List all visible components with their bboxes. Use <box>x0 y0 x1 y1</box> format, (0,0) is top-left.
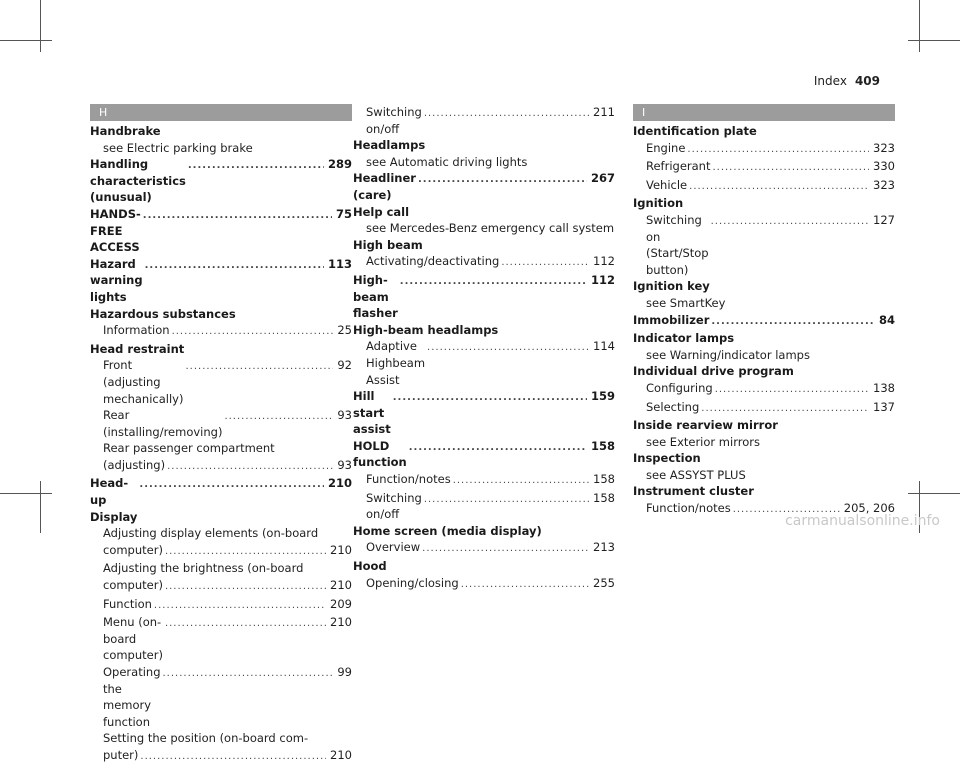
entry-subline-text: Switching on/off <box>366 490 422 522</box>
letter-heading: H <box>90 104 352 121</box>
section-title: Index <box>813 74 847 88</box>
entry-subline-text: Adaptive Highbeam Assist <box>366 339 426 387</box>
leader-dots <box>145 258 324 275</box>
entry-subline <box>353 575 615 594</box>
entry-heading-text: Hazard warning lights <box>90 256 143 304</box>
entry-heading-text: Immobilizer <box>633 312 710 327</box>
index-entry <box>353 204 615 237</box>
index-entry <box>90 306 352 341</box>
entry-subline-page: 112 <box>593 254 615 269</box>
entry-heading-text: Inspection <box>633 451 701 466</box>
index-entry <box>633 123 895 195</box>
entry-heading <box>353 237 615 254</box>
entry-heading <box>90 256 352 306</box>
entry-subline-page: 138 <box>873 380 895 395</box>
index-entry <box>633 330 895 363</box>
index-entry <box>353 388 615 438</box>
entry-subline <box>633 347 895 364</box>
entry-heading <box>353 170 615 203</box>
index-entry <box>353 558 615 593</box>
entry-heading-text: Handbrake <box>90 124 161 138</box>
entry-subline-page: 93 <box>337 457 352 472</box>
leader-dots <box>140 749 326 766</box>
entry-subline-page: 209 <box>330 596 352 611</box>
entry-subline <box>90 577 352 596</box>
entry-subline-text: Front (adjusting mechanically) <box>103 358 184 406</box>
leader-dots <box>687 142 869 159</box>
leader-dots <box>167 459 333 476</box>
entry-subline <box>633 399 895 418</box>
entry-subline <box>353 338 615 388</box>
index-entry <box>353 272 615 322</box>
index-entry <box>90 341 352 476</box>
entry-heading-text: High-beam headlamps <box>353 322 499 337</box>
index-entry <box>633 450 895 483</box>
entry-subline-text: Function/notes <box>646 501 731 516</box>
entry-heading-page: 210 <box>327 476 352 491</box>
index-entry <box>90 206 352 256</box>
entry-subline <box>90 560 352 577</box>
entry-subline-text: (adjusting) <box>103 457 166 472</box>
entry-heading-text: Individual drive program <box>633 364 794 379</box>
leader-dots <box>424 106 589 123</box>
entry-subline-page: 158 <box>593 472 615 487</box>
leader-dots <box>143 208 332 225</box>
entry-heading-text: Head-up Display <box>90 476 138 524</box>
index-entry <box>90 256 352 306</box>
entry-subline-text: Rear passenger compartment <box>103 441 275 456</box>
entry-subline <box>633 158 895 177</box>
leader-dots <box>427 340 589 357</box>
entry-subline <box>90 407 352 440</box>
entry-subline-page: 210 <box>330 747 352 762</box>
index-entry <box>90 156 352 206</box>
entry-heading-text: Instrument cluster <box>633 484 754 499</box>
entry-subline-page: 137 <box>873 399 895 414</box>
entry-subline-text: Adjusting the brightness (on-board <box>103 561 304 576</box>
entry-subline <box>353 104 615 137</box>
index-entry <box>353 237 615 272</box>
entry-subline-text: see Electric parking brake <box>103 140 253 155</box>
entry-subline <box>633 177 895 196</box>
leader-dots <box>689 179 869 196</box>
entry-heading <box>633 417 895 434</box>
entry-heading <box>633 312 895 331</box>
leader-dots <box>711 214 869 231</box>
entry-heading <box>633 450 895 467</box>
entry-heading <box>90 156 352 206</box>
entry-subline <box>633 295 895 312</box>
index-column-1 <box>90 104 352 766</box>
entry-heading <box>90 475 352 525</box>
entry-heading-page: 159 <box>590 389 615 404</box>
entry-subline-page: 92 <box>337 358 352 373</box>
entry-subline <box>353 154 615 171</box>
leader-dots <box>461 577 589 594</box>
entry-heading-text: Help call <box>353 204 410 219</box>
entry-subline-page: 127 <box>873 212 895 227</box>
entry-heading-text: Home screen (media display) <box>353 523 542 538</box>
leader-dots <box>393 390 587 407</box>
index-column-2 <box>353 104 615 593</box>
entry-heading-text: Inside rearview mirror <box>633 418 778 433</box>
entry-heading-text: Hood <box>353 559 387 574</box>
entry-subline-text: Function/notes <box>366 472 451 487</box>
entry-subline-page: 25 <box>337 323 352 338</box>
entry-heading-text: High beam <box>353 237 423 252</box>
entry-heading-page: 289 <box>327 157 352 172</box>
page-number: 409 <box>854 74 880 88</box>
letter-heading: I <box>633 104 895 121</box>
index-entry <box>633 278 895 311</box>
entry-subline-text: Adjusting display elements (on-board <box>103 526 319 541</box>
entry-subline-text: Switching on/off <box>366 105 422 136</box>
entry-subline-text: puter) <box>103 747 139 762</box>
entry-heading <box>353 322 615 339</box>
entry-subline <box>90 664 352 730</box>
entry-heading-page: 113 <box>327 256 352 271</box>
entry-subline-text: computer) <box>103 578 163 593</box>
entry-subline-text: Refrigerant <box>646 159 711 174</box>
index-entry <box>353 322 615 388</box>
index-entry <box>633 312 895 331</box>
entry-subline-text: Activating/deactivating <box>366 254 500 269</box>
entry-subline <box>353 539 615 558</box>
entry-heading <box>353 137 615 154</box>
entry-subline <box>90 596 352 615</box>
leader-dots <box>418 172 587 189</box>
entry-heading <box>90 123 352 140</box>
entry-heading <box>90 341 352 358</box>
index-entry <box>633 195 895 278</box>
entry-heading <box>353 388 615 438</box>
leader-dots <box>154 598 326 615</box>
entry-subline-text: see Automatic driving lights <box>366 154 528 169</box>
entry-heading-text: Handling characteristics (unusual) <box>90 157 186 205</box>
entry-subline-page: 99 <box>337 665 352 679</box>
entry-heading-text: Headliner (care) <box>353 171 416 202</box>
entry-subline-page: 330 <box>873 159 895 174</box>
entry-heading <box>633 278 895 295</box>
entry-heading-page: 75 <box>335 206 352 221</box>
watermark: carmanualsonline.info <box>785 513 940 529</box>
entry-subline-text: Vehicle <box>646 177 688 192</box>
entry-heading-text: Identification plate <box>633 124 757 138</box>
entry-subline-text: Rear (installing/removing) <box>103 408 223 439</box>
entry-subline-text: see ASSYST PLUS <box>646 467 746 482</box>
entry-heading-text: Ignition <box>633 196 684 211</box>
entry-heading <box>353 272 615 322</box>
leader-dots <box>163 666 334 683</box>
leader-dots <box>711 314 875 331</box>
leader-dots <box>501 255 589 272</box>
entry-heading-text: Head restraint <box>90 341 185 356</box>
entry-subline <box>353 490 615 523</box>
entry-subline-text: Switching on (Start/Stop button) <box>646 212 709 277</box>
entry-subline <box>90 747 352 766</box>
leader-dots <box>165 544 326 561</box>
entry-subline-page: 255 <box>593 575 615 590</box>
leader-dots <box>224 409 333 426</box>
entry-subline-text: see Mercedes-Benz emergency call system <box>366 221 615 236</box>
entry-subline-text: see Warning/indicator lamps <box>646 347 810 362</box>
entry-heading <box>633 330 895 347</box>
entry-subline-page: 213 <box>593 540 615 555</box>
index-entry <box>353 170 615 203</box>
entry-subline <box>353 253 615 272</box>
index-entry <box>353 523 615 558</box>
entry-subline-page: 211 <box>593 105 615 119</box>
entry-heading <box>353 558 615 575</box>
entry-subline-text: Information <box>103 323 170 338</box>
entry-subline <box>90 525 352 542</box>
entry-heading-text: Indicator lamps <box>633 331 735 346</box>
entry-heading <box>633 363 895 380</box>
entry-heading-text: HOLD function <box>353 438 407 470</box>
leader-dots <box>409 440 587 457</box>
entry-subline-page: 323 <box>873 177 895 192</box>
entry-subline-page: 323 <box>873 140 895 155</box>
entry-subline-page: 205, 206 <box>843 501 895 516</box>
entry-heading <box>353 523 615 540</box>
entry-subline-page: 93 <box>337 408 352 423</box>
entry-subline <box>90 140 352 157</box>
entry-heading <box>633 123 895 140</box>
entry-subline-text: Selecting <box>646 399 700 414</box>
entry-subline <box>90 457 352 476</box>
index-entry <box>353 104 615 137</box>
entry-heading-page: 112 <box>590 272 615 287</box>
entry-heading <box>353 438 615 471</box>
entry-subline <box>633 140 895 159</box>
entry-subline-text: computer) <box>103 542 163 557</box>
entry-heading-text: Headlamps <box>353 138 426 153</box>
entry-subline <box>633 467 895 484</box>
entry-subline <box>353 220 615 237</box>
entry-subline-page: 210 <box>330 615 352 630</box>
leader-dots <box>165 579 326 596</box>
index-entry <box>90 123 352 156</box>
index-entry <box>353 438 615 523</box>
entry-subline-text: Menu (on-board computer) <box>103 615 163 663</box>
leader-dots <box>422 541 589 558</box>
entry-heading <box>90 206 352 256</box>
entry-subline <box>633 212 895 278</box>
leader-dots <box>188 158 324 175</box>
leader-dots <box>712 160 869 177</box>
entry-heading-text: Hill start assist <box>353 389 391 437</box>
entry-subline-page: 158 <box>593 490 615 505</box>
index-entry <box>633 417 895 450</box>
leader-dots <box>453 473 589 490</box>
leader-dots <box>715 382 869 399</box>
entry-subline <box>90 440 352 457</box>
leader-dots <box>400 274 587 291</box>
entry-subline-text: Function <box>103 596 152 611</box>
entry-heading-page: 84 <box>878 312 895 327</box>
entry-heading-page: 158 <box>590 438 615 453</box>
leader-dots <box>424 492 589 509</box>
leader-dots <box>165 616 326 633</box>
leader-dots <box>139 477 324 494</box>
entry-subline <box>633 380 895 399</box>
entry-heading-text: HANDS-FREE ACCESS <box>90 206 141 255</box>
leader-dots <box>172 324 334 341</box>
entry-subline-text: Overview <box>366 540 421 555</box>
entry-subline-text: see Exterior mirrors <box>646 434 760 449</box>
entry-heading <box>353 204 615 221</box>
entry-heading <box>633 195 895 212</box>
index-entry <box>353 137 615 170</box>
entry-heading-text: Ignition key <box>633 279 710 294</box>
entry-heading <box>90 306 352 323</box>
entry-heading-text: Hazardous substances <box>90 306 236 321</box>
entry-subline <box>90 542 352 561</box>
entry-subline <box>633 434 895 451</box>
entry-heading <box>633 483 895 500</box>
entry-subline <box>90 614 352 664</box>
entry-heading-text: High-beam flasher <box>353 272 398 321</box>
leader-dots <box>701 401 869 418</box>
leader-dots <box>185 359 333 376</box>
entry-subline-text: Engine <box>646 140 686 155</box>
entry-subline-text: Operating the memory function <box>103 665 161 729</box>
entry-subline-text: Configuring <box>646 380 713 395</box>
entry-subline-text: Opening/closing <box>366 575 459 590</box>
entry-subline-text: Setting the position (on-board com- <box>103 731 309 746</box>
page-header <box>814 74 880 88</box>
entry-subline-page: 210 <box>330 578 352 593</box>
entry-subline <box>90 730 352 747</box>
entry-heading-page: 267 <box>590 171 615 186</box>
entry-subline-text: see SmartKey <box>646 295 726 310</box>
index-entry <box>90 475 352 765</box>
entry-subline <box>353 471 615 490</box>
index-column-3 <box>633 104 895 519</box>
entry-subline <box>90 357 352 407</box>
entry-subline-page: 114 <box>593 339 615 354</box>
index-entry <box>633 363 895 417</box>
entry-subline-page: 210 <box>330 542 352 557</box>
entry-subline <box>90 322 352 341</box>
